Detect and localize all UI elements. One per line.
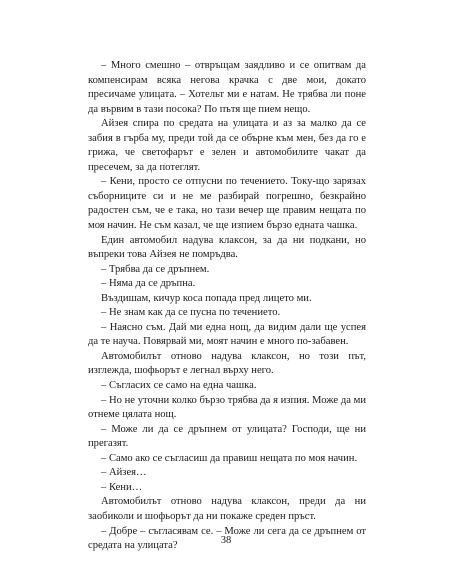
paragraph: – Айзея… xyxy=(101,467,147,479)
paragraph: – Съгласих се само на една чашка. xyxy=(101,380,257,392)
page-number: 38 xyxy=(220,535,232,546)
paragraph: Автомобилът отново надува клаксон, преди да ни заобиколи и шофьорът да ни покаже среден пръст. xyxy=(88,496,366,522)
paragraph: Автомобилът отново надува клаксон, но този път, изглежда, шофьорът е легнал върху него. xyxy=(88,350,366,377)
paragraph: – Само ако се съгласиш да правиш нещата по моя начин. xyxy=(101,452,358,464)
paragraph: – Няма да се дръпна. xyxy=(101,278,196,290)
page-body-text xyxy=(88,59,366,554)
paragraph: – Но не уточни колко бързо трябва да я изпия. Може да ми отнеме цялата нощ. xyxy=(88,394,366,421)
paragraph: – Кени… xyxy=(101,481,143,493)
paragraph: Един автомобил надува клаксон, за да ни подкани, но въпреки това Айзея не помръдва. xyxy=(88,234,366,261)
paragraph: Въздишам, кичур коса попада пред лицето ми. xyxy=(101,292,312,304)
paragraph: – Наясно съм. Дай ми една нощ, да видим дали ще успея да те науча. Повярвай ми, моят начин е много по-забавен. xyxy=(88,321,366,348)
paragraph: – Трябва да се дръпнем. xyxy=(101,263,210,275)
paragraph: – Много смешно – отвръщам заядливо и се опитвам да компенсирам всяка негова крачка с две мои, докато пресичаме улицата. – Хотельт ми е натам. Не трябва ли поне да вървим в тази посока? По пътя ще пием нещо. xyxy=(88,60,366,115)
paragraph: Айзея спира по средата на улицата и аз за малко да се забия в гърба му, преди той да се обърне към мен, без да го е грижа, че светофарът е зелен и автомобилите чакат да пресечем, за да потеглят. xyxy=(88,118,366,173)
paragraph: – Не знам как да се пусна по течението. xyxy=(101,307,281,319)
paragraph: – Кени, просто се отпусни по течението. Току-що зарязах съборниците си и не ме разбирай погрешно, безкрайно радостен съм, че е така, но тази вечер ще правим нещата по моя начин. Не съм казал, че ще изпием бързо едната чашка. xyxy=(88,176,366,232)
paragraph: – Добре – съгласявам се. – Може ли сега да се дръпнем от средата на улицата? xyxy=(88,525,366,552)
paragraph: – Може ли да се дръпнем от улицата? Господи, ще ни прегазят. xyxy=(88,423,366,450)
